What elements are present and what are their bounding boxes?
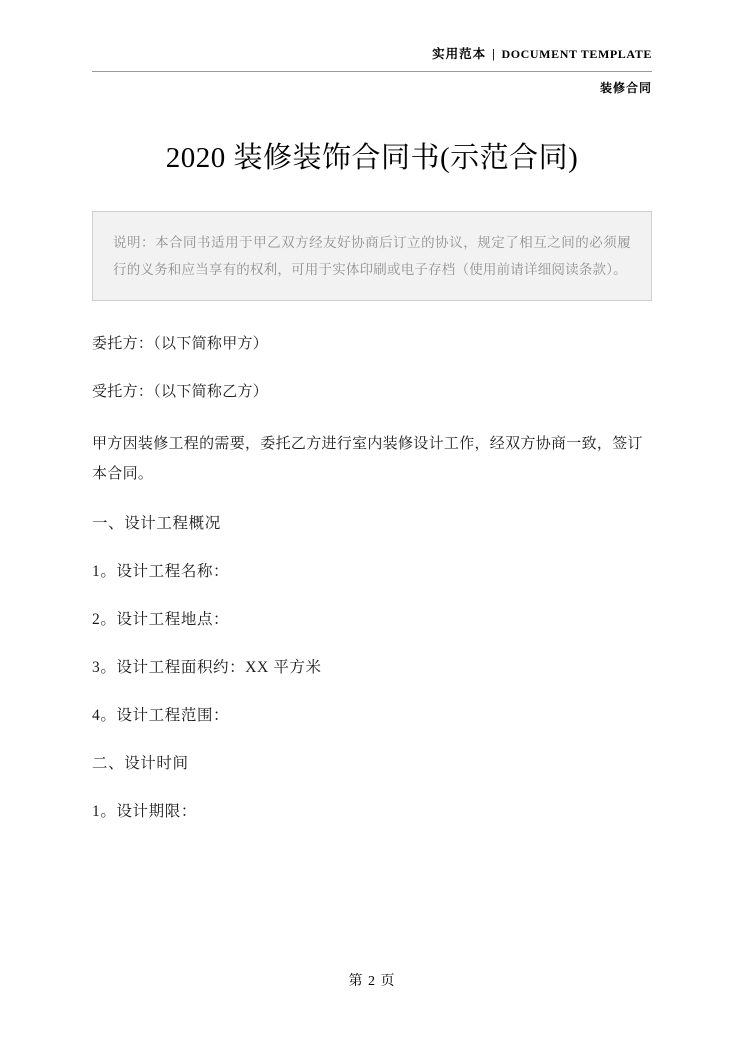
page-footer: 第 2 页 [348,974,396,989]
item-design-period: 1。设计期限： [92,803,197,821]
header-separator: | [492,47,496,61]
notice-box: 说明：本合同书适用于甲乙双方经友好协商后订立的协议，规定了相互之间的必须履行的义务和应当享有的权利，可用于实体印刷或电子存档（使用前请详细阅读条款）。 [92,211,652,301]
document-body [92,332,652,824]
item-project-area: 3。设计工程面积约：XX 平方米 [92,659,322,677]
paragraph-party-a: 委托方：（以下简称甲方） [92,335,269,353]
paragraph-preamble: 甲方因装修工程的需要，委托乙方进行室内装修设计工作，经双方协商一致，签订本合同。 [92,434,643,483]
item-project-location: 2。设计工程地点： [92,611,230,629]
header-brand-cn: 实用范本 [432,47,487,61]
item-project-scope: 4。设计工程范围： [92,707,230,725]
header-brand-en: DOCUMENT TEMPLATE [501,47,652,61]
section-heading-1: 一、设计工程概况 [92,515,221,533]
page-header [92,0,652,96]
header-divider [92,71,652,72]
page-title: 2020 装修装饰合同书(示范合同) [165,141,579,174]
paragraph-party-b: 受托方：（以下简称乙方） [92,383,269,401]
header-category: 装修合同 [599,80,652,95]
header-brand [92,48,652,62]
item-project-name: 1。设计工程名称： [92,563,230,581]
section-heading-2: 二、设计时间 [92,755,189,773]
